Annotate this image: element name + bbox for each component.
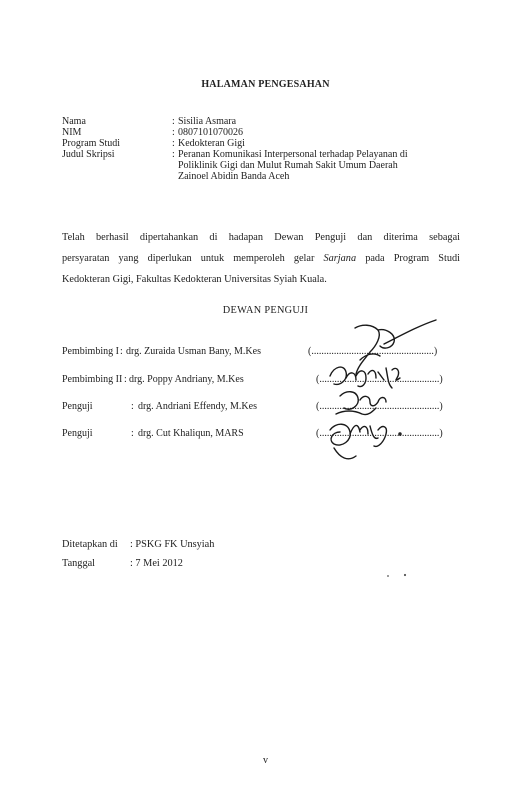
examiner-role: Penguji [62,401,93,412]
approval-statement [62,227,460,290]
identity-row-title [62,149,462,182]
board-title: DEWAN PENGUJI [222,305,309,316]
identity-value-line: Zainoel Abidin Banda Aceh [178,171,290,182]
signature-field: (.................................................) [308,346,438,357]
examiner-separator: : [120,346,123,357]
identity-value [178,138,462,149]
identity-value [178,149,462,182]
footer-value: : 7 Mei 2012 [130,558,183,569]
examiner-name: drg. Cut Khaliqun, MARS [138,428,244,439]
handwritten-signatures [300,318,450,488]
examiner-role: Penguji [62,428,93,439]
signature-field: (................................................) [316,401,443,412]
identity-value [178,116,462,127]
identity-row-name [62,116,462,127]
examiner-role: Pembimbing I [62,346,119,357]
page-number: v [263,755,268,766]
examiner-separator: : [131,401,134,412]
identity-colon: : [172,138,175,149]
identity-value-line: Poliklinik Gigi dan Mulut Rumah Sakit Umum Daerah [178,160,398,171]
identity-value-line: Peranan Komunikasi Interpersonal terhadap Pelayanan di [178,149,408,160]
examiner-name: drg. Poppy Andriany, M.Kes [129,374,244,385]
examiner-separator: : [131,428,134,439]
signature-field: (................................................) [316,428,443,439]
examiner-separator: : [124,374,127,385]
examiner-name: drg. Andriani Effendy, M.Kes [138,401,257,412]
identity-label: Program Studi [62,138,121,149]
footer-label: Tanggal [62,558,96,569]
identity-value-line: Sisilia Asmara [178,116,237,127]
identity-row-program [62,138,462,149]
footer-row [62,535,214,554]
identity-colon: : [172,116,175,127]
footer-row [62,554,214,573]
page-title: HALAMAN PENGESAHAN [201,79,330,90]
signature-field: (................................................) [316,374,443,385]
statement-line: Kedokteran Gigi, Fakultas Kedokteran Universitas Syiah Kuala. [62,274,327,285]
statement-text: persyaratan yang diperlukan untuk memperoleh gelar [62,253,324,264]
statement-line: Telah berhasil dipertahankan di hadapan Dewan Penguji dan diterima sebagai [62,232,460,243]
identity-value [178,127,462,138]
identity-colon: : [172,149,175,160]
footer-value: : PSKG FK Unsyiah [130,539,215,550]
degree-name: Sarjana [323,253,357,264]
footer-block [62,535,214,573]
footer-label: Ditetapkan di [62,539,118,550]
statement-line [62,248,460,269]
examiner-role: Pembimbing II [62,374,123,385]
identity-row-nim [62,127,462,138]
identity-label: NIM [62,127,82,138]
statement-text: pada Program Studi [356,253,460,264]
identity-value-line: Kedokteran Gigi [178,138,245,149]
identity-label: Nama [62,116,86,127]
identity-label: Judul Skripsi [62,149,115,160]
identity-colon: : [172,127,175,138]
identity-value-line: 0807101070026 [178,127,243,138]
stray-marks [385,572,415,580]
student-identity [62,116,462,182]
examiner-name: drg. Zuraida Usman Bany, M.Kes [126,346,261,357]
